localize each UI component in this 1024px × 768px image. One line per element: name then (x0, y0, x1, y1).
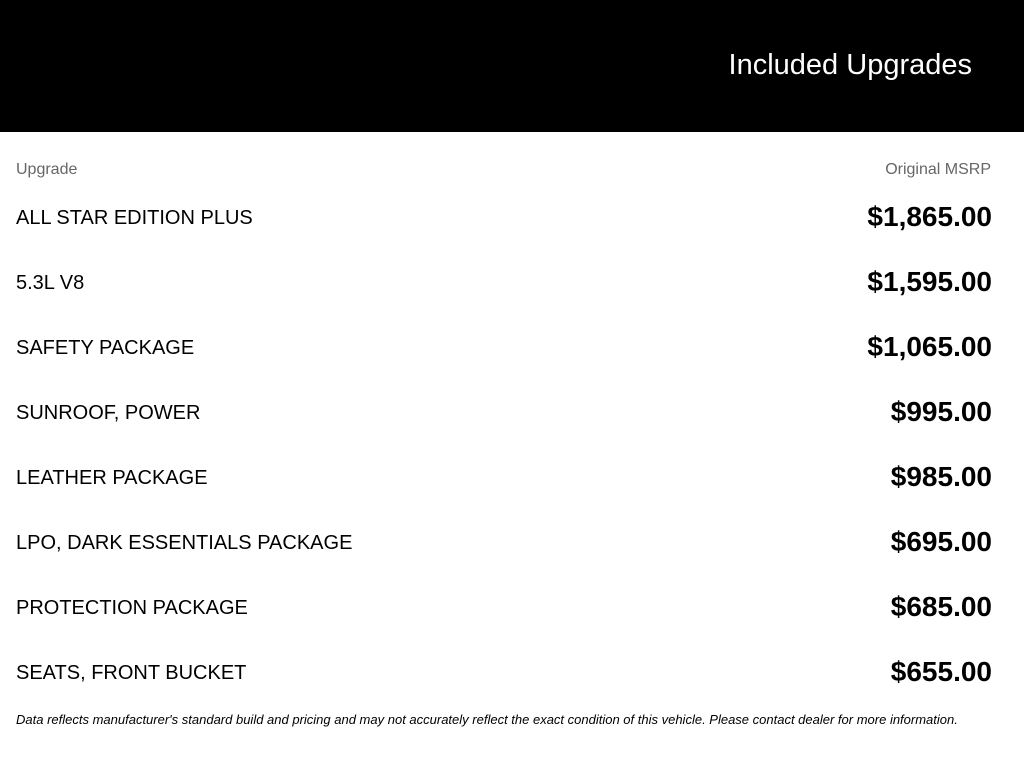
upgrade-name: LPO, DARK ESSENTIALS PACKAGE (16, 532, 353, 554)
column-header-msrp: Original MSRP (885, 161, 991, 178)
upgrade-price: $995.00 (890, 396, 992, 427)
upgrade-row (16, 575, 992, 640)
upgrade-name: PROTECTION PACKAGE (16, 597, 248, 619)
upgrade-name: SAFETY PACKAGE (16, 337, 195, 359)
upgrade-row (16, 250, 992, 315)
upgrade-name: LEATHER PACKAGE (16, 467, 208, 489)
upgrade-price: $1,865.00 (867, 201, 992, 232)
upgrade-name: ALL STAR EDITION PLUS (16, 207, 253, 229)
upgrades-list (16, 185, 992, 705)
upgrade-price: $1,065.00 (867, 331, 992, 362)
upgrade-row (16, 315, 992, 380)
column-header-upgrade: Upgrade (16, 161, 78, 178)
column-headers (16, 160, 991, 180)
upgrade-price: $685.00 (890, 591, 992, 622)
page-title: Included Upgrades (728, 49, 972, 81)
upgrade-name: SUNROOF, POWER (16, 402, 201, 424)
header-bar (0, 0, 1024, 132)
upgrade-price: $985.00 (890, 461, 992, 492)
upgrade-row (16, 185, 992, 250)
upgrade-name: SEATS, FRONT BUCKET (16, 662, 247, 684)
upgrade-row (16, 380, 992, 445)
upgrade-price: $1,595.00 (867, 266, 992, 297)
upgrade-name: 5.3L V8 (16, 272, 85, 294)
upgrade-price: $655.00 (890, 656, 992, 687)
upgrade-price: $695.00 (890, 526, 992, 557)
upgrade-row (16, 510, 992, 575)
upgrade-row (16, 640, 992, 705)
disclaimer-note: Data reflects manufacturer's standard build and pricing and may not accurately reflect the exact condition of this vehicle. Please contact dealer for more information. (16, 712, 958, 727)
upgrade-row (16, 445, 992, 510)
